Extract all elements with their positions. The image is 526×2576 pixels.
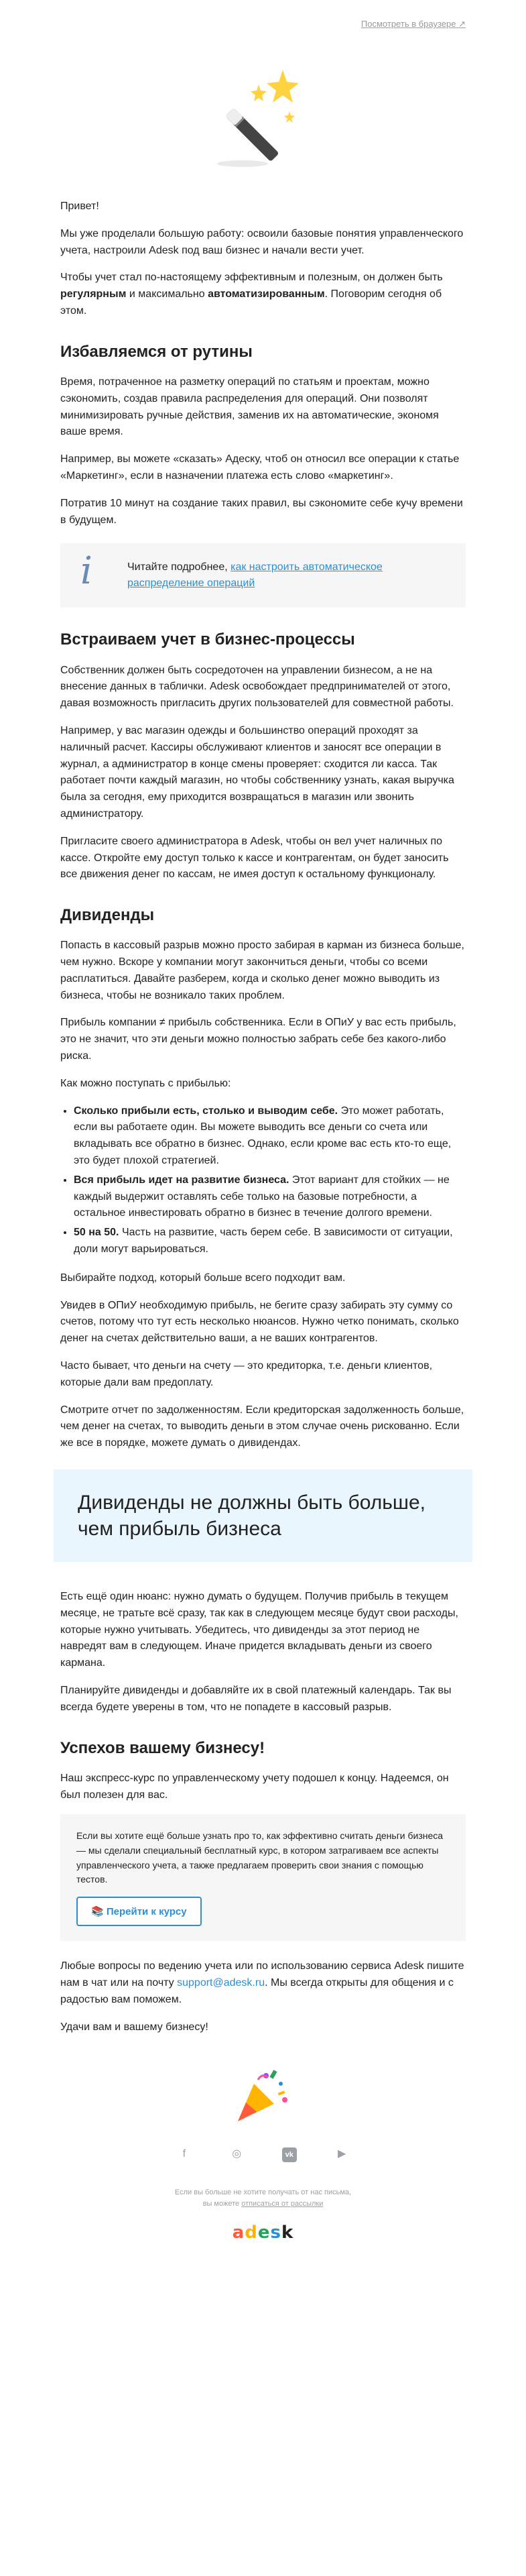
dividends-paragraph: Увидев в ОПиУ необходимую прибыль, не бегите сразу забирать эту сумму со счетов, потому что тут есть несколько нюансов. Нужно четко понимать, сколько денег на счетах действительно ваши, а не ваших контрагентов.: [60, 1299, 459, 1345]
process-paragraph: Собственник должен быть сосредоточен на управлении бизнесом, а не на внесение данных в таблички. Adesk освобождает предпринимателей от этого, давая возможность пригласить других пользователей для совместной работы.: [60, 664, 454, 710]
auto-rules-link[interactable]: как настроить автоматическое распределение операций: [127, 561, 383, 590]
party-popper-icon: [231, 2066, 291, 2127]
quote-text: Дивиденды не должны быть больше, чем прибыль бизнеса: [78, 1492, 425, 1540]
top-bar: [60, 0, 466, 38]
process-paragraph: Например, у вас магазин одежды и большинство операций проходят за наличный расчет. Кассиры обслуживают клиентов и заносят все операции в журнал, а администратор в конце смены проверяет: сходится ли касса. Так работает почти каждый магазин, но чтобы собственнику узнать, какая выручка была за сегодня, ему приходится возвращаться в магазин или звонить администратору.: [60, 724, 454, 820]
dividends-paragraph: Часто бывает, что деньги на счету — это кредиторка, т.е. деньги клиентов, которые дали вам предоплату.: [60, 1360, 433, 1388]
intro-paragraph-2: Чтобы учет стал по-настоящему эффективным и полезным, он должен быть регулярным и максимально автоматизированным. Поговорим сегодня об этом.: [60, 272, 443, 317]
read-more-callout: [60, 543, 466, 608]
footer-text: [60, 2187, 466, 2209]
closing-text: Удачи вам и вашему бизнесу!: [60, 2021, 208, 2033]
dividends-paragraph: Прибыль компании ≠ прибыль собственника. Если в ОПиУ у вас есть прибыль, это не значит, что эти деньги можно полностью забрать себе без какого-либо риска.: [60, 1017, 456, 1062]
hero-illustration: [60, 38, 466, 199]
list-item: • Вся прибыль идет на развитие бизнеса. Этот вариант для стойких — не каждый выдержит оставлять себе только на базовые потребности, а остальное инвестировать обратно в бизнес в течение долгого времени.: [74, 1172, 466, 1222]
support-email-link[interactable]: support@adesk.ru: [177, 1976, 265, 1989]
dividends-paragraph: Как можно поступать с прибылью:: [60, 1077, 231, 1089]
list-item: • 50 на 50. Часть на развитие, часть берем себе. В зависимости от ситуации, доли могут варьироваться.: [74, 1225, 466, 1258]
routine-paragraph: Потратив 10 минут на создание таких правил, вы сэкономите себе кучу времени в будущем.: [60, 497, 463, 526]
profit-options-list: [60, 1103, 466, 1258]
youtube-icon[interactable]: ▶: [338, 2148, 346, 2160]
contact-paragraph: Любые вопросы по ведению учета или по использованию сервиса Adesk пишите нам в чат или на почту support@adesk.ru. Мы всегда открыты для общения и с радостью вам поможем.: [60, 1960, 464, 2005]
facebook-icon[interactable]: f: [182, 2148, 186, 2160]
dividends-paragraph: Смотрите отчет по задолженностям. Если кредиторская задолженность больше, чем денег на счетах, то выводить деньги в этом случае очень рискованно. Если же все в порядке, можете думать о дивидендах.: [60, 1404, 464, 1449]
section-title-process: Встраиваем учет в бизнес-процессы: [60, 630, 355, 649]
section-title-dividends: Дивиденды: [60, 906, 155, 925]
greeting-text: Привет!: [60, 201, 99, 212]
dividends-paragraph: Выбирайте подход, который больше всего подходит вам.: [60, 1272, 346, 1284]
magic-wand-icon: [201, 64, 315, 178]
section-title-success: Успехов вашему бизнесу!: [60, 1738, 265, 1757]
info-icon: i: [80, 549, 92, 594]
adesk-logo: adesk: [232, 2223, 294, 2243]
social-links: [60, 2147, 466, 2187]
section-title-routine: Избавляемся от рутины: [60, 342, 253, 361]
unsubscribe-link[interactable]: отписаться от рассылки: [241, 2199, 324, 2208]
highlight-quote: [54, 1469, 472, 1562]
callout-text: Читайте подробнее, как настроить автоматическое распределение операций: [127, 561, 383, 590]
dividends-paragraph: Планируйте дивиденды и добавляйте их в свой платежный календарь. Так вы всегда будете уверены в том, что не попадете в кассовый разрыв.: [60, 1684, 452, 1713]
dividends-paragraph: Есть ещё один нюанс: нужно думать о будущем. Получив прибыль в текущем месяце, не тратьте всё сразу, так как в следующем месяце будут свои расходы, которые нужно учитывать. Убедитесь, что дивиденды за этот период не навредят вам в следующем. Иначе придется вкладывать деньги из своего кармана.: [60, 1591, 458, 1669]
party-illustration: [60, 2046, 466, 2147]
footer-line: Если вы больше не хотите получать от нас письма,: [174, 2188, 352, 2197]
promo-text: Если вы хотите ещё больше узнать про то, как эффективно считать деньги бизнеса — мы сделали специальный бесплатный курс, в котором затрагиваем все аспекты управленческого учета, а также предлагаем проверить свои знания с помощью тестов.: [76, 1830, 444, 1885]
vk-icon[interactable]: vk: [282, 2147, 297, 2162]
instagram-icon[interactable]: ◎: [232, 2148, 242, 2160]
intro-paragraph: Мы уже проделали большую работу: освоили базовые понятия управленческого учета, настроили Adesk под ваш бизнес и начали вести учет.: [60, 227, 464, 256]
go-to-course-button[interactable]: 📚 Перейти к курсу: [76, 1897, 202, 1926]
view-in-browser-link[interactable]: Посмотреть в браузере ↗: [360, 19, 466, 29]
success-paragraph: Наш экспресс-курс по управленческому учету подошел к концу. Надеемся, он был полезен для вас.: [60, 1772, 449, 1801]
footer-line: вы можете отписаться от рассылки: [202, 2199, 324, 2208]
dividends-paragraph: Попасть в кассовый разрыв можно просто забирая в карман из бизнеса больше, чем нужно. Вскоре у компании могут закончиться деньги, чтобы со всеми расплатиться. Давайте разберем, когда и сколько денег можно выводить из бизнеса, чтобы не возникало таких проблем.: [60, 940, 464, 1001]
list-item: • Сколько прибыли есть, столько и выводим себе. Это может работать, если вы работаете один. Вы можете выводить все деньги со счета или вкладывать все обратно в бизнес. Однако, если кроме вас есть кто-то еще, это будет плохой стратегией.: [74, 1103, 466, 1170]
process-paragraph: Пригласите своего администратора в Adesk, чтобы он вел учет наличных по кассе. Откройте ему доступ только к кассе и контрагентам, он будет заносить все движения денег по кассам, не имея доступ к остальному функционалу.: [60, 835, 449, 881]
routine-paragraph: Время, потраченное на разметку операций по статьям и проектам, можно сэкономить, создав правила распределения для операций. Они позволят минимизировать ручные действия, заменив их на автоматические, экономя ваше время.: [60, 376, 439, 438]
routine-paragraph: Например, вы можете «сказать» Адеску, чтоб он относил все операции к статье «Маркетинг», если в назначении платежа есть слово «маркетинг».: [60, 453, 460, 482]
email-container: [60, 0, 466, 2243]
course-promo-block: [60, 1814, 466, 1941]
